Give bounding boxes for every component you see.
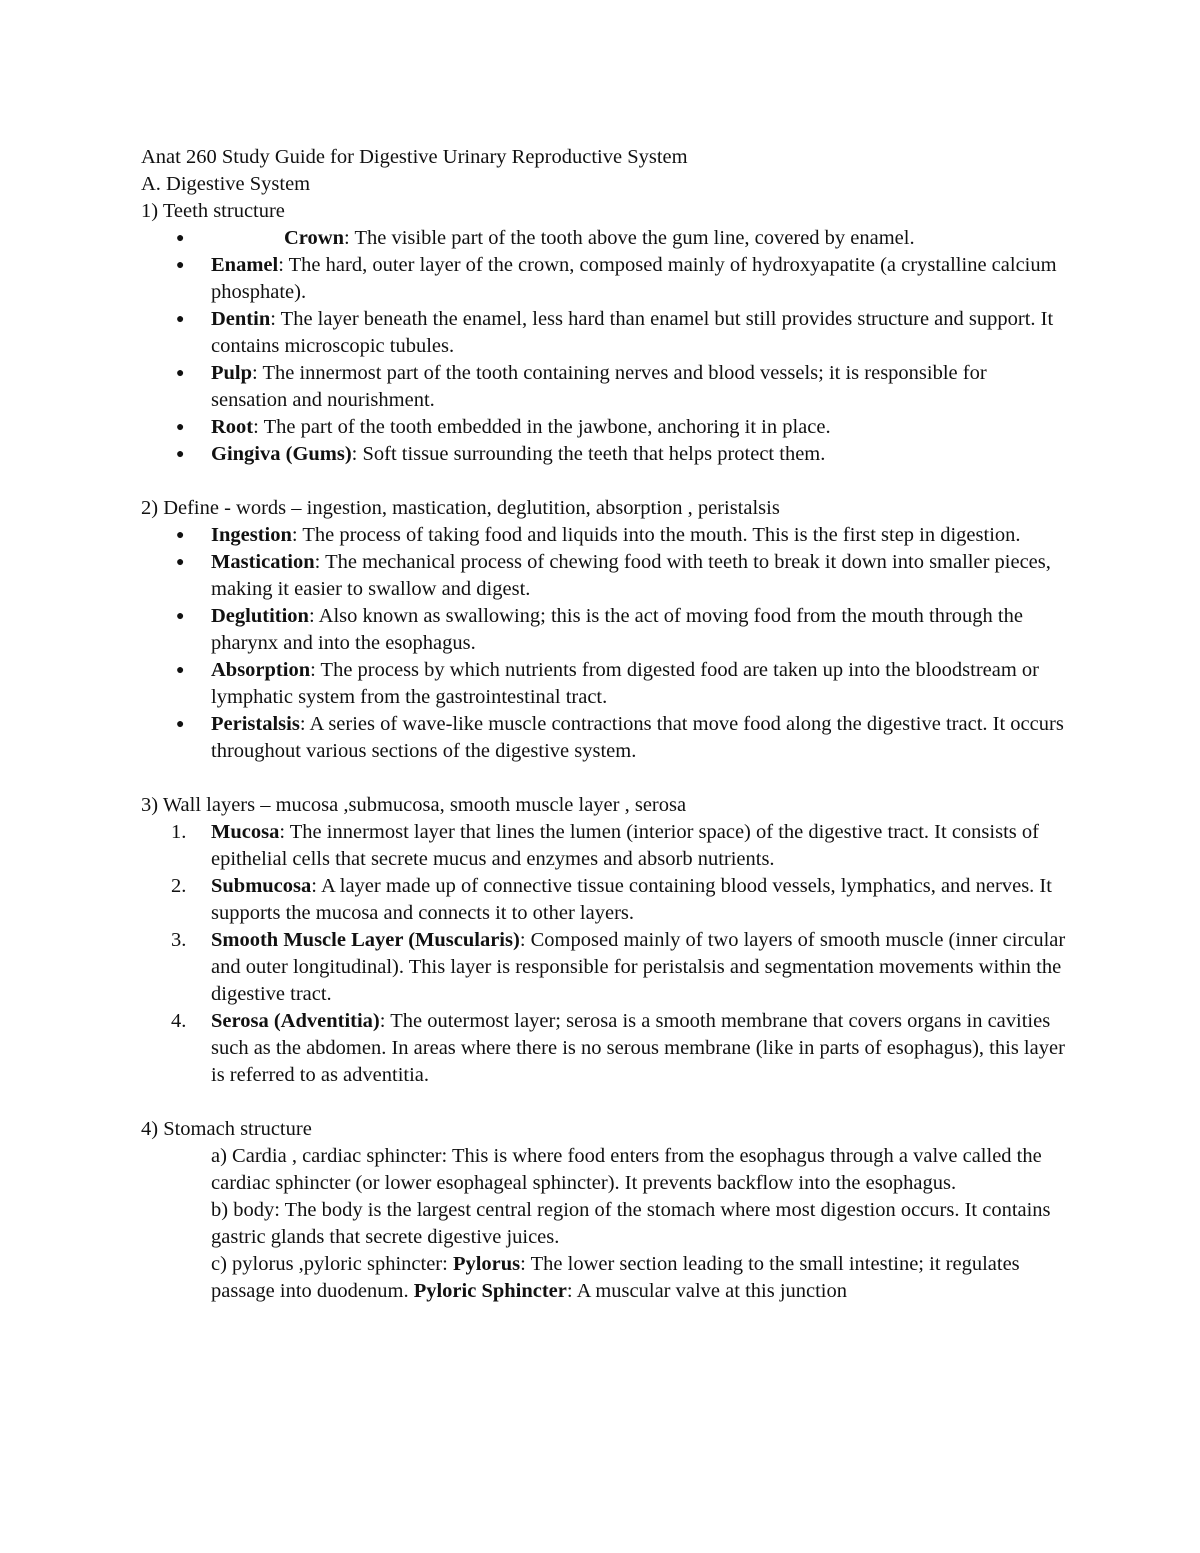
bullet-icon: ● — [176, 528, 185, 543]
stomach-part-pylorus — [141, 1251, 1066, 1305]
bullet-icon: ● — [176, 312, 185, 327]
bullet-icon: ● — [176, 258, 185, 273]
stomach-part-cardia: a) Cardia , cardiac sphincter: This is where food enters from the esophagus through a valve called the cardiac sphincter (or lower esophageal sphincter). It prevents backflow into the esophagus. — [211, 1145, 1042, 1194]
wall-layers-heading: 3) Wall layers – mucosa ,submucosa, smooth muscle layer , serosa — [141, 794, 687, 816]
document-title: Anat 260 Study Guide for Digestive Urinary Reproductive System — [141, 146, 688, 168]
bullet-icon: ● — [176, 555, 185, 570]
definition: : A series of wave-like muscle contractions that move food along the digestive tract. It occurs throughout various sections of the digestive system. — [211, 713, 1064, 762]
list-item — [141, 927, 1066, 1008]
bullet-icon: ● — [176, 231, 185, 246]
define-words-heading: 2) Define - words – ingestion, mastication, deglutition, absorption , peristalsis — [141, 497, 780, 519]
list-item — [141, 711, 1066, 765]
define-words-list — [141, 522, 1066, 765]
definition: : Composed mainly of two layers of smooth muscle (inner circular and outer longitudinal). This layer is responsible for peristalsis and segmentation movements within the digestive tract. — [211, 929, 1066, 1005]
bullet-icon: ● — [176, 420, 185, 435]
list-item — [141, 522, 1066, 549]
definition: : Also known as swallowing; this is the act of moving food from the mouth through the pharynx and into the esophagus. — [211, 605, 1023, 654]
bullet-icon: ● — [176, 717, 185, 732]
term: Crown — [284, 227, 344, 249]
definition: : The lower section leading to the small intestine; it regulates passage into duodenum. — [211, 1253, 1020, 1302]
list-item — [141, 1008, 1066, 1089]
definition: : The innermost part of the tooth containing nerves and blood vessels; it is responsible for sensation and nourishment. — [211, 362, 987, 411]
term: Pylorus — [452, 1253, 521, 1275]
term: Deglutition — [211, 605, 309, 627]
term: Ingestion — [211, 524, 292, 546]
definition: : The process by which nutrients from digested food are taken up into the bloodstream or lymphatic system from the gastrointestinal tract. — [211, 659, 1040, 708]
bullet-icon: ● — [176, 366, 185, 381]
term: Mastication — [211, 551, 315, 573]
definition: : The layer beneath the enamel, less hard than enamel but still provides structure and support. It contains microscopic tubules. — [211, 308, 1054, 357]
definition: : The process of taking food and liquids into the mouth. This is the first step in digestion. — [291, 524, 1021, 546]
teeth-structure-list — [141, 225, 1066, 468]
term: Mucosa — [211, 821, 280, 843]
term: Dentin — [211, 308, 271, 330]
list-item — [141, 657, 1066, 711]
term: Enamel — [211, 254, 279, 276]
term: Serosa (Adventitia) — [211, 1010, 380, 1032]
list-item — [141, 603, 1066, 657]
definition: : The hard, outer layer of the crown, composed mainly of hydroxyapatite (a crystalline calcium phosphate). — [211, 254, 1057, 303]
definition: : The outermost layer; serosa is a smooth membrane that covers organs in cavities such as the abdomen. In areas where there is no serous membrane (like in parts of esophagus), this layer is referred to as adventitia. — [211, 1010, 1065, 1086]
term: Gingiva (Gums) — [211, 443, 352, 465]
list-item — [141, 873, 1066, 927]
document-body — [141, 144, 1066, 1305]
stomach-structure-heading: 4) Stomach structure — [141, 1118, 312, 1140]
list-item — [141, 306, 1066, 360]
term: Absorption — [211, 659, 311, 681]
definition: : The innermost layer that lines the lumen (interior space) of the digestive tract. It consists of epithelial cells that secrete mucus and enzymes and absorb nutrients. — [211, 821, 1039, 870]
definition: : A layer made up of connective tissue containing blood vessels, lymphatics, and nerves. It supports the mucosa and connects it to other layers. — [211, 875, 1052, 924]
list-number: 1. — [171, 821, 187, 843]
term: Smooth Muscle Layer (Muscularis) — [211, 929, 520, 951]
wall-layers-list — [141, 819, 1066, 1089]
list-item — [141, 360, 1066, 414]
bullet-icon: ● — [176, 609, 185, 624]
list-item — [141, 252, 1066, 306]
list-item — [141, 414, 1066, 441]
list-number: 4. — [171, 1010, 187, 1032]
definition: : The part of the tooth embedded in the jawbone, anchoring it in place. — [253, 416, 831, 438]
term: Pulp — [211, 362, 253, 384]
list-item — [141, 819, 1066, 873]
list-item — [141, 441, 1066, 468]
bullet-icon: ● — [176, 663, 185, 678]
term: Peristalsis — [211, 713, 300, 735]
definition: : The visible part of the tooth above the gum line, covered by enamel. — [344, 227, 915, 249]
list-item — [141, 225, 1066, 252]
teeth-structure-heading: 1) Teeth structure — [141, 200, 285, 222]
definition: : A muscular valve at this junction — [566, 1280, 847, 1302]
list-number: 3. — [171, 929, 187, 951]
term: Pyloric Sphincter — [413, 1280, 567, 1302]
pylorus-prefix: c) pylorus ,pyloric sphincter: — [211, 1253, 453, 1275]
list-item — [141, 549, 1066, 603]
term: Submucosa — [211, 875, 312, 897]
definition: : Soft tissue surrounding the teeth that helps protect them. — [351, 443, 826, 465]
bullet-icon: ● — [176, 447, 185, 462]
section-heading-digestive: A. Digestive System — [141, 173, 311, 195]
term: Root — [211, 416, 254, 438]
stomach-part-body: b) body: The body is the largest central region of the stomach where most digestion occurs. It contains gastric glands that secrete digestive juices. — [211, 1199, 1051, 1248]
list-number: 2. — [171, 875, 187, 897]
definition: : The mechanical process of chewing food with teeth to break it down into smaller pieces, making it easier to swallow and digest. — [211, 551, 1051, 600]
